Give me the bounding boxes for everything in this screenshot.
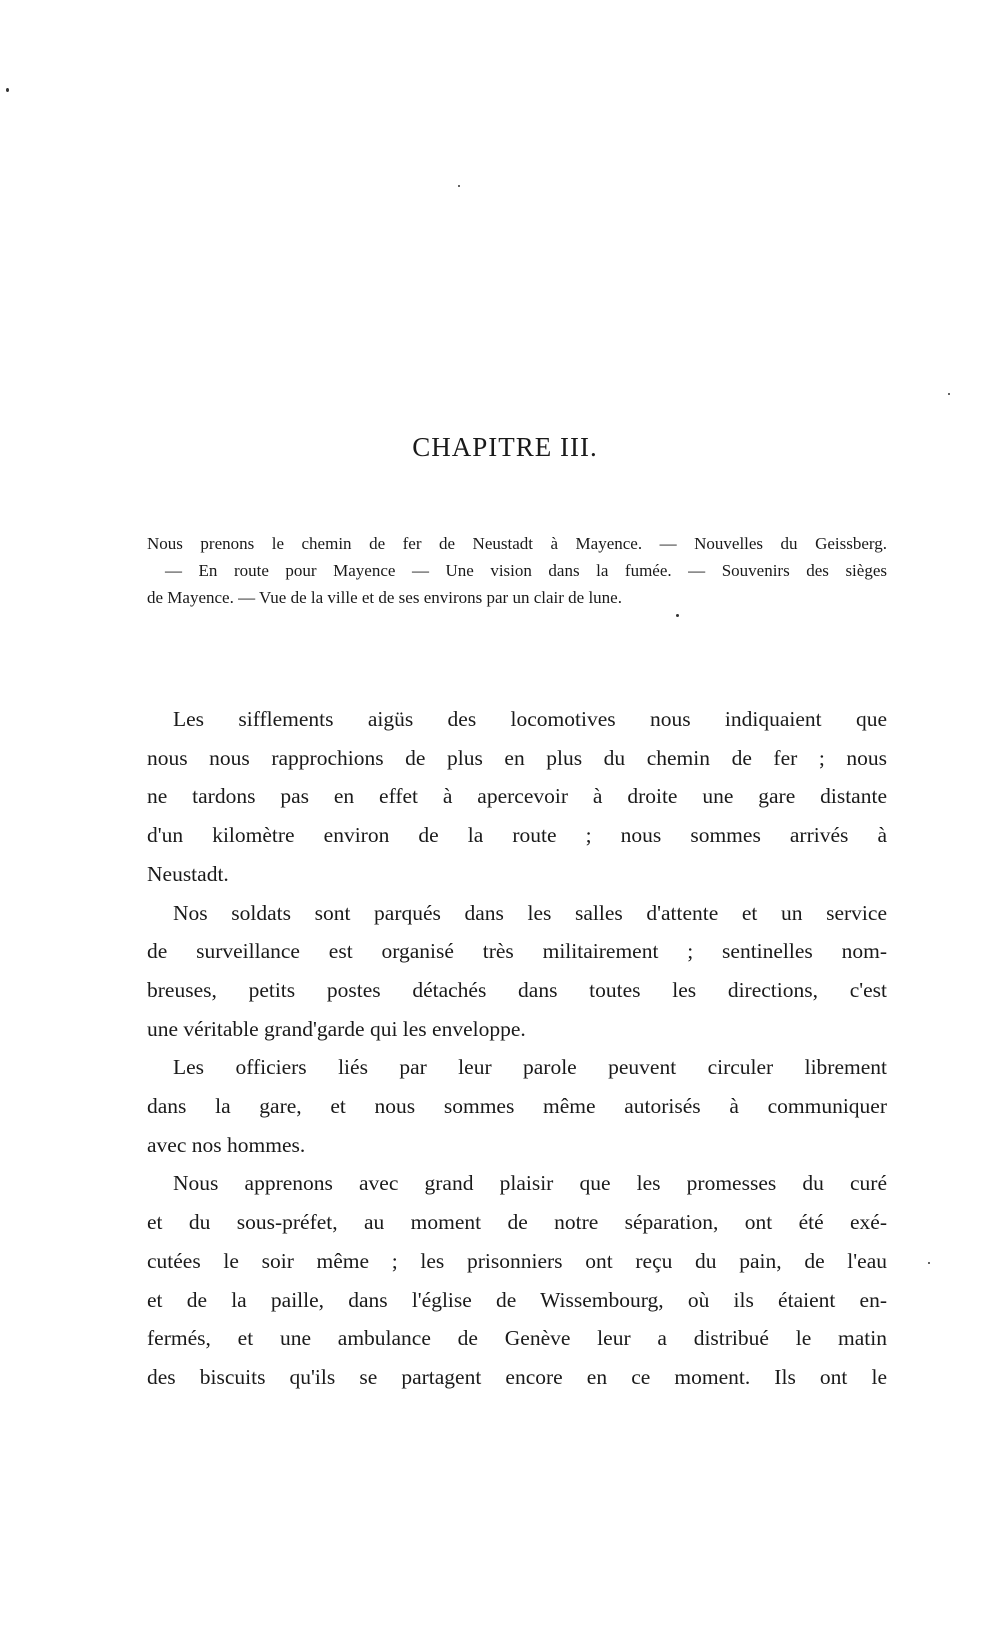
chapter-title: CHAPITRE III. [412,432,598,462]
text-line: des biscuits qu'ils se partagent encore en ce moment. Ils ont le [147,1364,887,1389]
text-line: Les officiers liés par leur parole peuvent circuler librement [173,1055,887,1080]
text-line: nous nous rapprochions de plus en plus du chemin de fer ; nous [147,745,887,770]
paragraph [147,1048,887,1164]
chapter-summary [147,530,887,611]
scan-speck [676,614,679,617]
scan-speck [928,1262,930,1264]
text-line: ne tardons pas en effet à apercevoir à droite une gare distante [147,784,887,809]
summary-line: de Mayence. — Vue de la ville et de ses environs par un clair de lune. [147,588,622,607]
text-line: d'un kilomètre environ de la route ; nous sommes arrivés à [147,823,887,848]
text-line: Nos soldats sont parqués dans les salles d'attente et un service [173,900,887,925]
text-line: Nous apprenons avec grand plaisir que les promesses du curé [173,1171,887,1196]
text-line: fermés, et une ambulance de Genève leur a distribué le matin [147,1326,887,1351]
paragraph [147,894,887,1049]
text-line: cutées le soir même ; les prisonniers ont reçu du pain, de l'eau [147,1248,887,1273]
body-text [147,700,887,1397]
summary-line: — En route pour Mayence — Une vision dans la fumée. — Souvenirs des sièges [165,561,887,580]
text-line: breuses, petits postes détachés dans toutes les directions, c'est [147,977,887,1002]
text-line: de surveillance est organisé très militairement ; sentinelles nom- [147,939,887,964]
summary-line: Nous prenons le chemin de fer de Neustadt à Mayence. — Nouvelles du Geissberg. [147,534,887,553]
text-line: et de la paille, dans l'église de Wissembourg, où ils étaient en- [147,1287,887,1312]
paragraph [147,700,887,894]
paragraph [147,1164,887,1396]
text-line: Neustadt. [147,861,229,886]
text-line: avec nos hommes. [147,1132,306,1157]
scan-speck [948,393,950,395]
text-line: dans la gare, et nous sommes même autorisés à communiquer [147,1094,887,1119]
scan-speck [6,88,9,92]
text-line: Les sifflements aigüs des locomotives nous indiquaient que [173,707,887,731]
scan-speck [458,185,460,187]
text-line: et du sous-préfet, au moment de notre séparation, ont été exé- [147,1210,887,1235]
text-line: une véritable grand'garde qui les enveloppe. [147,1016,526,1041]
